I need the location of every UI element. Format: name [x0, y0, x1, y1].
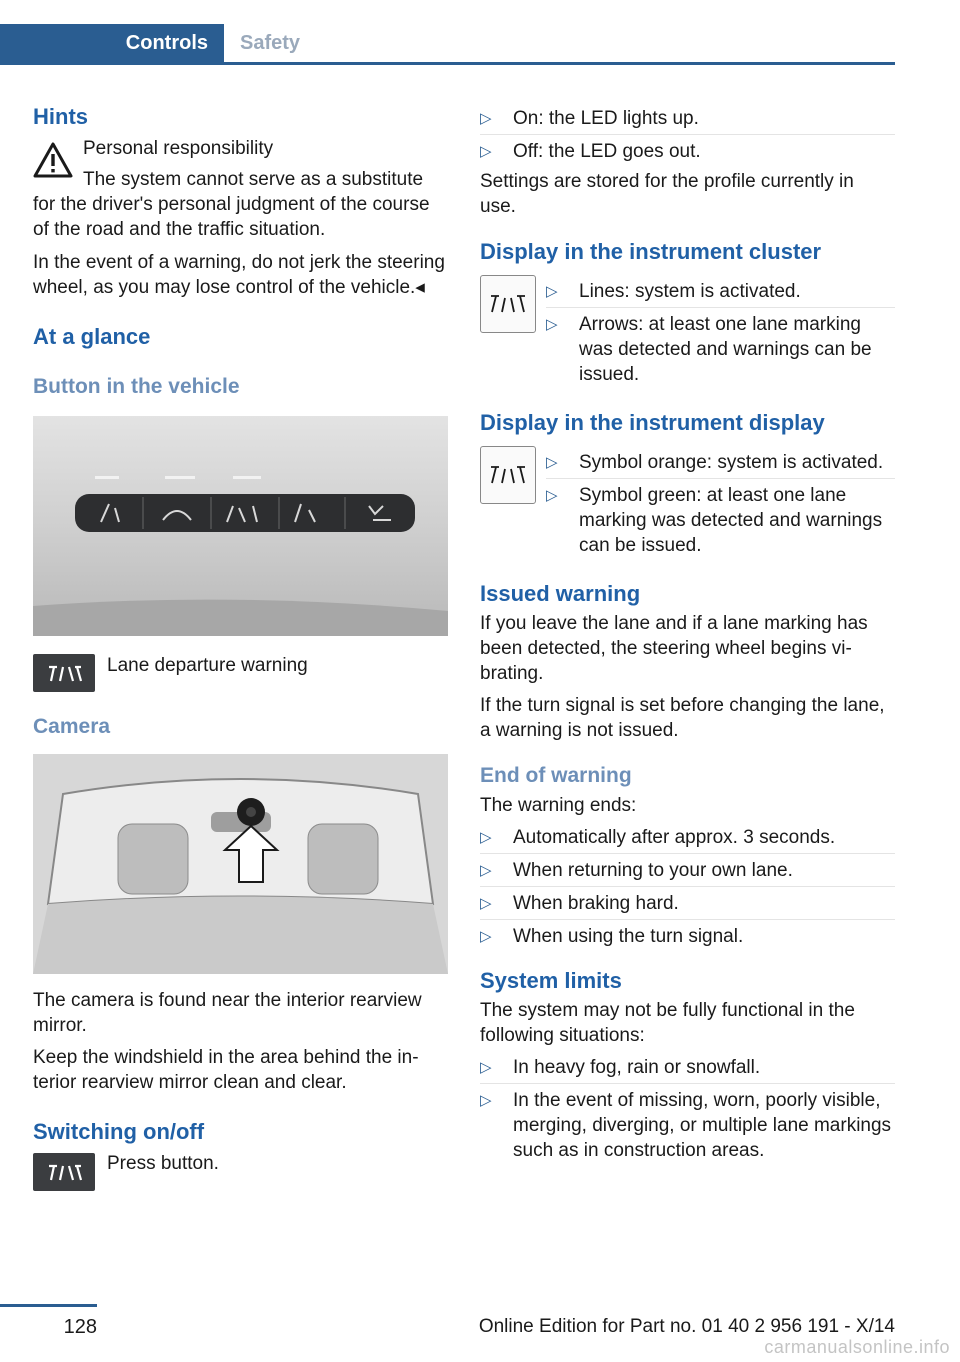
list-item: ▷ In heavy fog, rain or snowfall.: [480, 1051, 895, 1083]
issued-text-2: If the turn signal is set before changing the lane, a warning is not issued.: [480, 695, 885, 741]
left-column: [33, 100, 448, 1195]
camera-illustration: [33, 754, 448, 974]
display-row: [480, 446, 895, 561]
warning-triangle-icon: [33, 142, 73, 178]
list-item: ▷ Off: the LED goes out.: [480, 134, 895, 167]
list-item: ▷ When using the turn signal.: [480, 919, 895, 952]
lane-departure-button-icon: [33, 654, 95, 692]
press-button-row: [33, 1153, 448, 1195]
footer-rule: [0, 1304, 97, 1307]
press-button-text: Press button.: [107, 1153, 219, 1174]
camera-text-2: Keep the windshield in the area behind the interior rearview mirror clean and clear.: [33, 1047, 419, 1093]
list-item: ▷ Arrows: at least one lane marking was detected and warnings can be issued.: [546, 307, 895, 390]
vehicle-buttons-illustration: [33, 416, 448, 636]
watermark: carmanualsonline.info: [764, 1337, 950, 1357]
cluster-heading: Display in the instrument cluster: [480, 239, 822, 264]
camera-heading: Camera: [33, 715, 111, 738]
list-item: ▷ On: the LED lights up.: [480, 102, 895, 134]
button-heading: Button in the vehicle: [33, 375, 240, 398]
lane-departure-row: [33, 654, 448, 700]
cluster-row: [480, 275, 895, 390]
vehicle-buttons-photo: [33, 416, 448, 636]
tab-controls[interactable]: Controls: [0, 24, 224, 62]
lane-departure-button-icon-2: [33, 1153, 95, 1191]
list-item: ▷ Symbol green: at least one lane marking was detected and warnings can be issued.: [546, 478, 895, 561]
lane-departure-label: Lane departure warning: [107, 655, 308, 676]
hint-text: In the event of a warning, do not jerk the steering wheel, as you may lose control of the vehicle.◂: [33, 252, 445, 298]
limits-list: [480, 1051, 895, 1166]
list-item: ▷ In the event of missing, worn, poorly visible, merging, diverging, or multiple lane markings such as in construction areas.: [480, 1083, 895, 1166]
page-number: 128: [63, 1316, 97, 1338]
limits-intro: The system may not be fully functional in the following situations:: [480, 1000, 855, 1046]
hints-heading: Hints: [33, 104, 88, 129]
switching-heading: Switching on/off: [33, 1119, 205, 1144]
warning-title: Personal responsibility: [83, 138, 274, 159]
list-item: ▷ Lines: system is activated.: [546, 275, 895, 307]
list-item: ▷ Automatically after approx. 3 seconds.: [480, 821, 895, 853]
edition-note: Online Edition for Part no. 01 40 2 956 191 - X/14: [478, 1316, 895, 1337]
limits-heading: System limits: [480, 968, 622, 993]
list-item: ▷ Symbol orange: system is activated.: [546, 446, 895, 478]
camera-photo: [33, 754, 448, 974]
right-column: [480, 100, 895, 1166]
list-item: ▷ When braking hard.: [480, 886, 895, 919]
issued-text-1: If you leave the lane and if a lane marking has been detected, the steering wheel begins vibrating.: [480, 613, 868, 684]
lane-lines-icon-2: [480, 446, 536, 504]
cluster-list: [546, 275, 895, 390]
display-list: [546, 446, 895, 561]
tab-safety[interactable]: Safety: [240, 32, 301, 54]
end-list: [480, 821, 895, 952]
led-list: [480, 102, 895, 167]
end-heading: End of warning: [480, 764, 632, 787]
lane-lines-icon: [480, 275, 536, 333]
at-a-glance-heading: At a glance: [33, 324, 151, 349]
warning-text-first: The system cannot serve as a substitute: [83, 169, 424, 190]
section-tabbar: [0, 24, 895, 65]
warning-block: [33, 136, 448, 242]
list-item: ▷ When returning to your own lane.: [480, 853, 895, 886]
settings-text: Settings are stored for the profile currently in use.: [480, 171, 854, 217]
end-intro: The warning ends:: [480, 795, 637, 816]
display-heading: Display in the instrument display: [480, 410, 825, 435]
issued-heading: Issued warning: [480, 581, 641, 606]
camera-text-1: The camera is found near the interior rearview mirror.: [33, 990, 422, 1036]
warning-text-rest: for the driver's personal judgment of the course of the road and the traffic situation.: [33, 194, 430, 240]
